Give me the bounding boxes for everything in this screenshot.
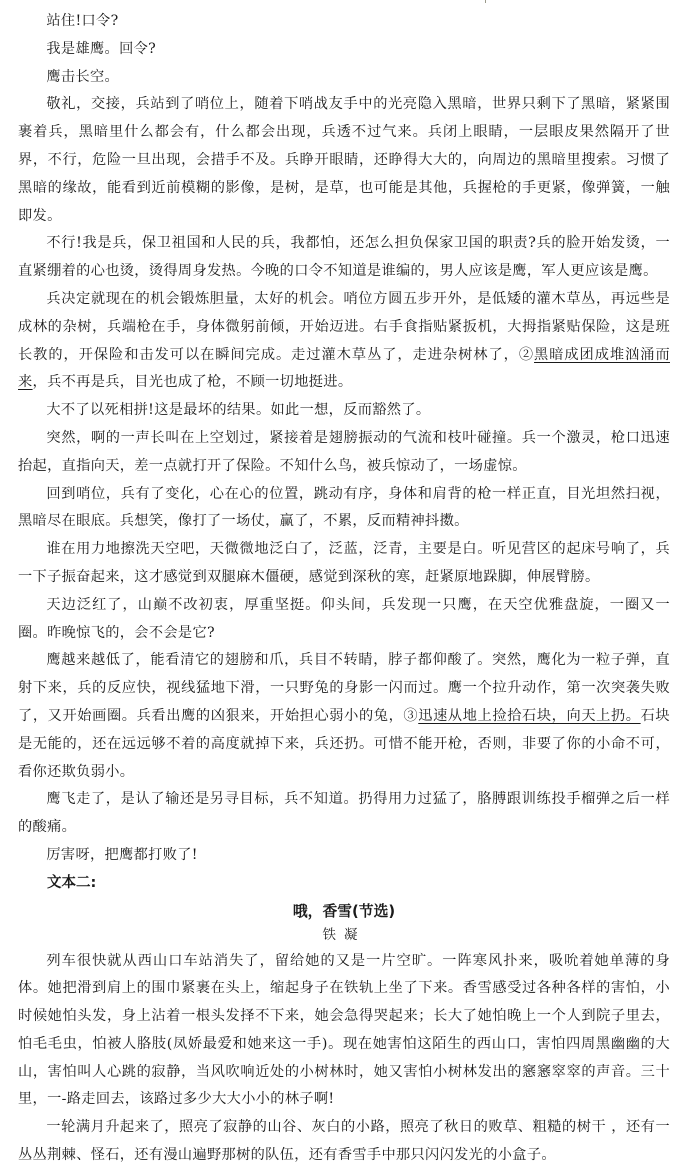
paragraph-eagle-attack (18, 647, 670, 786)
paragraph-worst-outcome: 大不了以死相拼!这是最坏的结果。如此一想，反而豁然了。 (46, 402, 431, 419)
text-one-section (18, 8, 670, 870)
article-author: 铁凝 (322, 926, 366, 943)
paragraph-eagle-circling: 天边泛红了，山巅不改初衷，厚重坚挺。仰头间，兵发现一只鹰，在天空优雅盘旋，一圈又一圈。昨晚惊飞的，会不会是它? (18, 596, 670, 641)
paragraph-text: 鹰越来越低了，能看清它的翅膀和爪，兵目不转睛，脖子都仰酸了。突然，鹰化为一粒子弹，直射下来，兵的反应快，视线猛地下滑，一只野兔的身影一闪而过。鹰一个拉升动作，第一次突袭失败了，又开始画圈。兵看出鹰的凶狠来，开始担心弱小的兔， (18, 652, 670, 724)
paragraph-text: 石块是无能的，还在远远够不着的高度就掉下来，兵还扔。可惜不能开枪，否则，非要了你的小命不可，看你还欺负弱小。 (18, 707, 670, 780)
underlined-sentence-3: 迅速从地上捡拾石块，向天上扔。 (418, 707, 641, 724)
annotation-marker-3: ③ (403, 707, 419, 724)
paragraph-password-reply: 我是雄鹰。回令? (46, 40, 157, 57)
paragraph-return-post: 回到哨位，兵有了变化，心在心的位置，跳动有序，身体和肩背的枪一样正直，目光坦然扫视，黑暗尽在眼底。兵想笑，像打了一场仗，赢了，不累，反而精神抖擞。 (18, 485, 670, 530)
paragraph-dawn: 谁在用力地擦洗天空吧，天微微地泛白了，泛蓝，泛青，主要是白。听见营区的起床号响了，兵一下子振奋起来，这才感觉到双腿麻木僵硬，感觉到深秋的寒，赶紧原地跺脚，伸展臂膀。 (18, 541, 670, 585)
text-two-section (18, 870, 670, 1170)
section-label-text-two: 文本二: (47, 874, 97, 891)
paragraph-text: 兵决定就现在的机会锻炼胆量，太好的机会。哨位方圆五步开外，是低矮的灌木草丛，再远些是成林的杂树，兵端枪在手，身体微躬前倾，开始迈进。右手食指贴紧扳机，大拇指紧贴保险，这是班长教的，开保险和击发可以在瞬间完成。走过灌木草丛了，走进杂树林了， (18, 290, 670, 363)
underlined-sentence-2: 黑暗成团成堆汹涌而来 (18, 346, 670, 391)
paragraph-eagle-leaves: 鹰飞走了，是认了输还是另寻目标，兵不知道。扔得用力过猛了，胳膊跟训练投手榴弹之后一样的酸痛。 (18, 791, 670, 836)
paragraph-password-answer: 鹰击长空。 (46, 68, 120, 85)
document-page (18, 8, 670, 1170)
paragraph-sudden-bird: 突然，啊的一声长叫在上空划过，紧接着是翅膀振动的气流和枝叶碰撞。兵一个激灵，枪口迅速抬起，直指向天，差一点就打开了保险。不知什么鸟，被兵惊动了，一场虚惊。 (18, 429, 670, 474)
paragraph-train-departs: 列车很快就从西山口车站消失了，留给她的又是一片空旷。一阵寒风扑来，吸吮着她单薄的身体。她把滑到肩上的围巾紧裹在头上，缩起身子在铁轨上坐了下来。香雪感受过各种各样的害怕，小时候她怕头发，身上沾着一根头发择不下来，她会急得哭起来；长大了她怕晚上一个人到院子里去，怕毛毛虫，怕被人胳肢(凤娇最爱和她来这一手)。现在她害怕这陌生的西山口，害怕四周黑幽幽的大山，害怕叫人心跳的寂静，当风吹响近处的小树林时，她又害怕小树林发出的窸窸窣窣的声音。三十里，一-路走回去，该路过多少大大小小的林子啊! (18, 952, 670, 1108)
annotation-marker-2: ② (518, 346, 535, 363)
paragraph-exclamation: 厉害呀，把鹰都打败了! (46, 846, 198, 863)
paragraph-shift-handover: 敬礼，交接，兵站到了哨位上，随着下哨战友手中的光亮隐入黑暗，世界只剩下了黑暗，紧紧围裹着兵，黑暗里什么都会有，什么都会出现，兵透不过气来。兵闭上眼睛，一层眼皮果然隔开了世界，不行，危险一旦出现，会措手不及。兵睁开眼睛，还睁得大大的，向周边的黑暗里搜索。习惯了黑暗的缘故，能看到近前模糊的影像，是树，是草，也可能是其他，兵握枪的手更紧，像弹簧，一触即发。 (18, 96, 670, 224)
paragraph-password-challenge: 站住!口令? (46, 13, 119, 29)
scan-artifact-mark (485, 0, 486, 3)
paragraph-text: ，兵不再是兵，目光也成了枪，不顾一切地挺进。 (32, 374, 353, 391)
paragraph-self-resolve: 不行!我是兵，保卫祖国和人民的兵，我都怕，还怎么担负保家卫国的职责?兵的脸开始发烫，一直紧绷着的心也烫，烫得周身发热。今晚的口令不知道是谁编的，男人应该是鹰，军人更应该是鹰。 (18, 235, 670, 280)
paragraph-courage-training (18, 286, 670, 397)
article-title: 哦，香雪(节选) (292, 902, 396, 920)
paragraph-full-moon: 一轮满月升起来了，照亮了寂静的山谷、灰白的小路，照亮了秋日的败草、粗糙的树干 ，还有一丛丛荆棘、怪石，还有漫山遍野那树的队伍，还有香雪手中那只闪闪发光的小盒子。 (18, 1119, 670, 1164)
